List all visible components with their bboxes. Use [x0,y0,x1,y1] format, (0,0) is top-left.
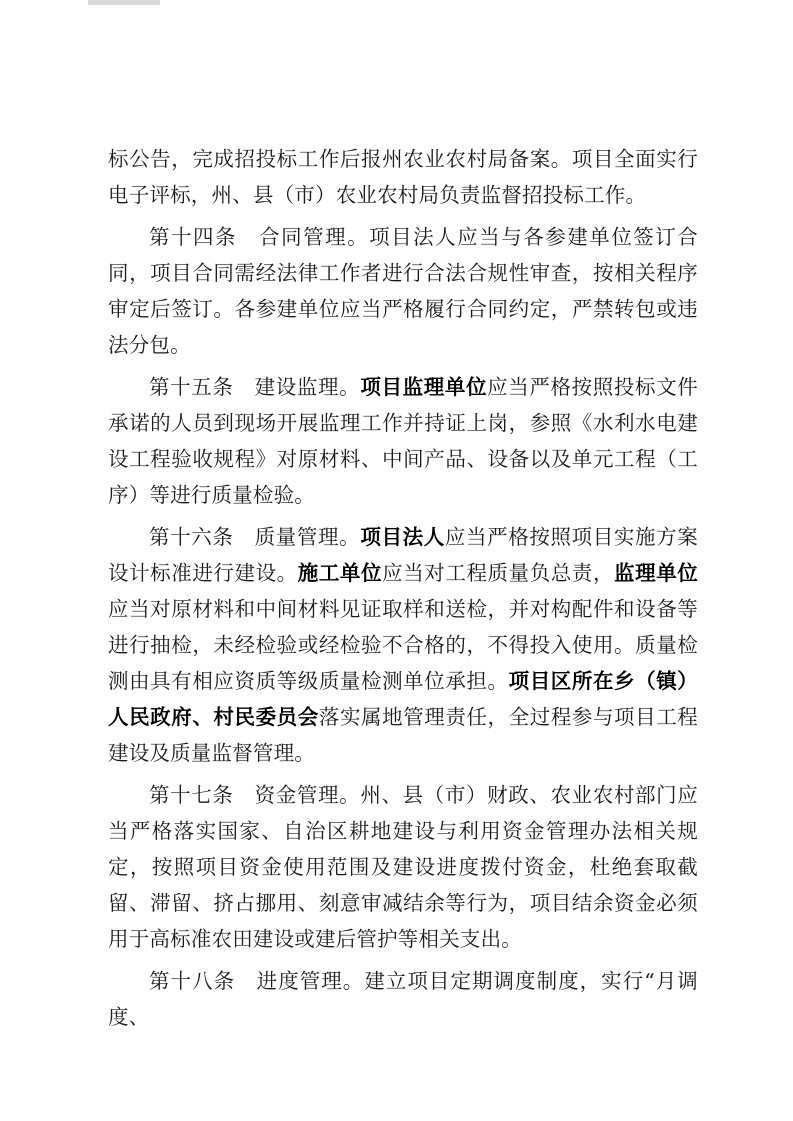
text-segment: 应当对原材料和中间材料见证取样和送检，并对构配件和设备等进行抽检，未经检验或经检验不合格的，不得投入使用。质量检测由具有相应资质等级质量检测单位承担。 [108,597,698,693]
paragraph-article-16-quality [108,519,698,771]
paragraph-article-15-supervision [108,369,698,513]
text-segment: 第十四条 合同管理。项目法人应当与各参建单位签订合同，项目合同需经法律工作者进行合法合规性审查，按相关程序审定后签订。各参建单位应当严格履行合同约定，严禁转包或违法分包。 [108,225,698,357]
bold-term: 施工单位 [297,561,383,585]
text-segment: 第十七条 资金管理。州、县（市）财政、农业农村部门应当严格落实国家、自治区耕地建设与利用资金管理办法相关规定，按照项目资金使用范围及建设进度拨付资金，杜绝套取截留、滞留、挤占挪用、刻意审减结余等行为，项目结余资金必须用于高标准农田建设或建后管护等相关支出。 [108,783,698,951]
text-segment: 落实属地管理责任，全过程参与项目工程建设及质量监督管理。 [108,705,699,765]
text-segment: 第十六条 质量管理。 [149,525,361,549]
bold-term: 项目法人 [360,525,445,549]
scan-edge-mark [88,0,160,5]
text-segment: 应当严格按照项目实施方案设计标准进行建设。 [108,525,698,585]
bold-term: 项目监理单位 [360,375,488,399]
paragraph-article-14-contract [108,219,698,363]
text-segment: 第十五条 建设监理。 [149,375,361,399]
text-segment: 应当对工程质量负总责， [382,561,615,585]
text-segment: 第十八条 进度管理。建立项目定期调度制度，实行“月调度、 [108,969,698,1029]
document-page [108,141,698,1035]
bold-term: 项目区所在乡（镇）人民政府、村民委员会 [108,669,698,729]
paragraph-bid-notice [108,141,698,213]
text-segment: 标公告，完成招投标工作后报州农业农村局备案。项目全面实行电子评标，州、县（市）农业农村局负责监督招投标工作。 [108,147,698,207]
text-segment: 应当严格按照投标文件承诺的人员到现场开展监理工作并持证上岗，参照《水利水电建设工程验收规程》对原材料、中间产品、设备以及单元工程（工序）等进行质量检验。 [108,375,699,507]
paragraph-article-18-progress [108,963,698,1035]
paragraph-article-17-funds [108,777,698,957]
bold-term: 监理单位 [614,561,698,585]
